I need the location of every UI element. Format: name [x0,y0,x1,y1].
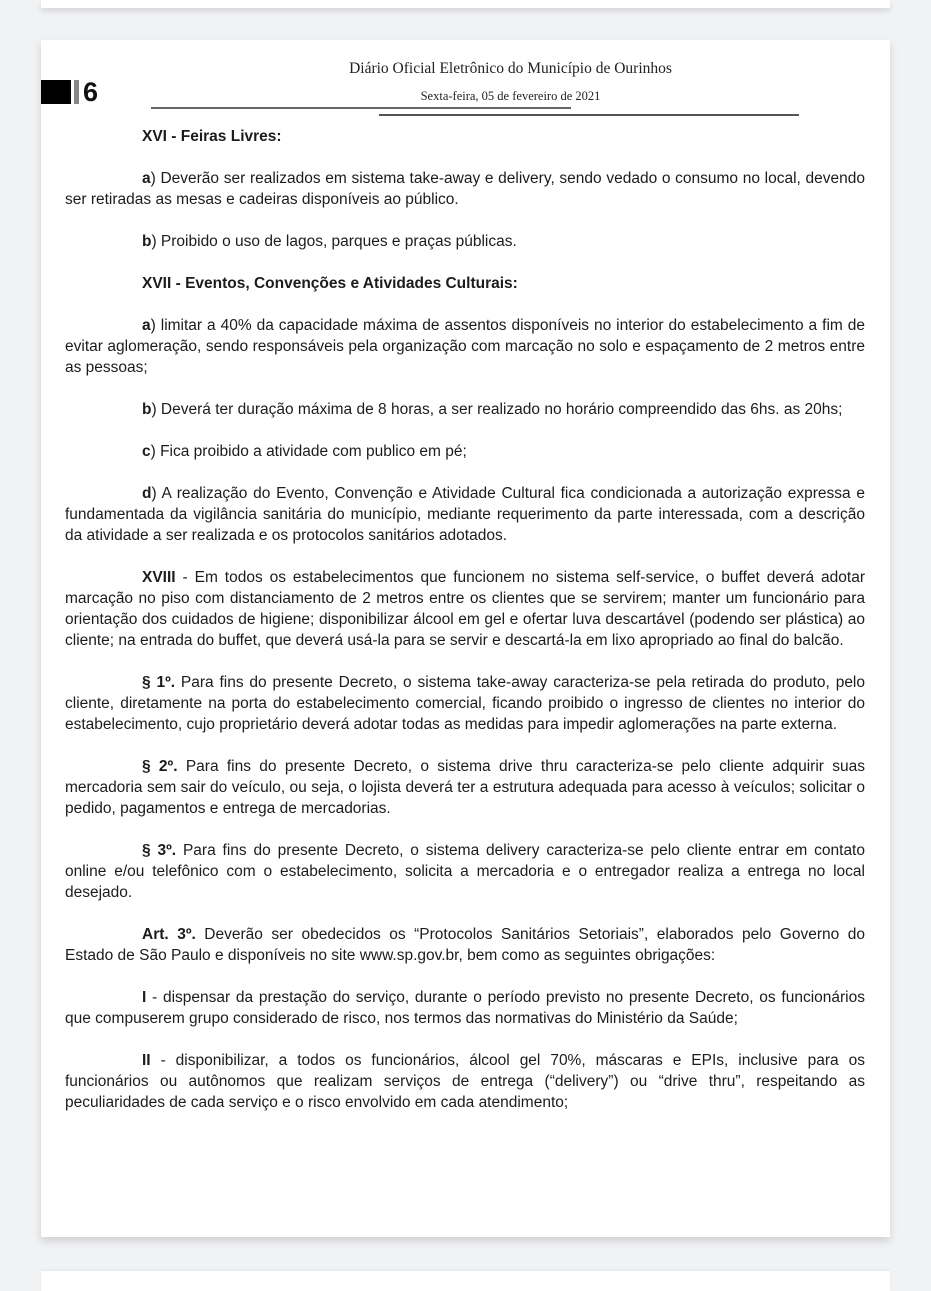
paragraph-text: - Em todos os estabelecimentos que funcionem no sistema self-service, o buffet deverá adotar marcação no piso com distanciamento de 2 metros entre os clientes que se servirem; manter um funcionário para orientação dos cuidados de higiene; disponibilizar álcool em gel e ofertar luva descartável (podendo ser plástica) ao cliente; na entrada do buffet, que deverá usá-la para se servir e descartá-la em lixo apropriado ao final do balcão. [65,569,865,649]
paragraph [65,315,865,378]
paragraph-text: - dispensar da prestação do serviço, durante o período previsto no presente Decreto, os funcionários que compuserem grupo considerado de risco, nos termos das normativas do Ministério da Saúde; [65,989,865,1027]
paragraph [65,756,865,819]
paragraph-lead: a [142,317,151,334]
paragraph-lead: § 2º. [142,758,178,775]
paragraph-text: ) Deverão ser realizados em sistema take-away e delivery, sendo vedado o consumo no local, devendo ser retiradas as mesas e cadeiras disponíveis ao público. [65,170,865,208]
paragraph-lead: d [142,485,152,502]
paragraph [65,231,865,252]
paragraph-lead: § 1º. [142,674,176,691]
paragraph-lead: I [142,989,147,1006]
paragraph [65,924,865,966]
paragraph [65,399,865,420]
paragraph-text: ) Deverá ter duração máxima de 8 horas, a ser realizado no horário compreendido das 6hs. as 20hs; [151,401,843,418]
paragraph-text: ) A realização do Evento, Convenção e Atividade Cultural fica condicionada a autorização expressa e fundamentada da vigilância sanitária do município, mediante requerimento da parte interessada, com a descrição da atividade a ser realizada e os protocolos sanitários adotados. [65,485,865,544]
gazette-date: Sexta-feira, 05 de fevereiro de 2021 [420,89,601,103]
paragraph [65,987,865,1029]
paragraph-text: ) Proibido o uso de lagos, parques e praças públicas. [151,233,517,250]
paragraph-text: Deverão ser obedecidos os “Protocolos Sanitários Setoriais”, elaborados pelo Governo do Estado de São Paulo e disponíveis no site www.sp.gov.br, bem como as seguintes obrigações: [65,926,865,964]
paragraph [65,567,865,651]
paragraph-lead: Art. 3º. [142,926,196,943]
paragraph [65,168,865,210]
paragraph-lead: b [142,401,152,418]
paragraph-lead: § 3º. [142,842,177,859]
paragraph-text: Para fins do presente Decreto, o sistema delivery caracteriza-se pelo cliente entrar em contato online e/ou telefônico com o estabelecimento, solicita a mercadoria e o entregador realiza a entrega no local desejado. [65,842,865,901]
paragraph-text: - disponibilizar, a todos os funcionários, álcool gel 70%, máscaras e EPIs, inclusive para os funcionários ou autônomos que realizam serviços de entrega (“delivery”) ou “drive thru”, respeitando as peculiaridades de cada serviço e o risco envolvido em cada atendimento; [65,1052,865,1111]
paragraph [65,672,865,735]
header-rule-lower [379,114,799,116]
next-page-edge [41,1271,890,1291]
page-number: 6 [83,77,99,107]
paragraph-text: ) limitar a 40% da capacidade máxima de assentos disponíveis no interior do estabelecimento a fim de evitar aglomeração, sendo responsáveis pela organização com marcação no solo e espaçamento de 2 metros entre as pessoas; [65,317,865,376]
paragraph [65,441,865,462]
paragraph-text: ) Fica proibido a atividade com publico em pé; [150,443,467,460]
paragraph-lead: a [142,170,151,187]
paragraph [65,840,865,903]
header-rule-upper [151,107,571,109]
paragraph-lead: b [142,233,152,250]
paragraph-lead: II [142,1052,151,1069]
document-page [41,40,890,1237]
paragraph-lead: XVIII [142,569,176,586]
paragraph-text: Para fins do presente Decreto, o sistema drive thru caracteriza-se pelo cliente adquirir suas mercadoria sem sair do veículo, ou seja, o lojista deverá ter a estrutura adequada para acesso à veículos; solicitar o pedido, pagamentos e entrega de mercadorias. [65,758,865,817]
section-heading: XVI - Feiras Livres: [142,128,282,145]
paragraph-text: Para fins do presente Decreto, o sistema take-away caracteriza-se pela retirada do produto, pelo cliente, diretamente na porta do estabelecimento comercial, ficando proibido o ingresso de clientes no interior do estabelecimento, cujo proprietário deverá adotar todas as medidas para impedir aglomerações na parte externa. [65,674,865,733]
paragraph-lead: c [142,443,151,460]
document-body [65,126,865,1134]
previous-page-edge [41,0,890,8]
section-heading: XVII - Eventos, Convenções e Atividades Culturais: [142,275,518,292]
gazette-title: Diário Oficial Eletrônico do Município de Ourinhos [349,60,672,77]
paragraph [65,483,865,546]
paragraph [65,1050,865,1113]
